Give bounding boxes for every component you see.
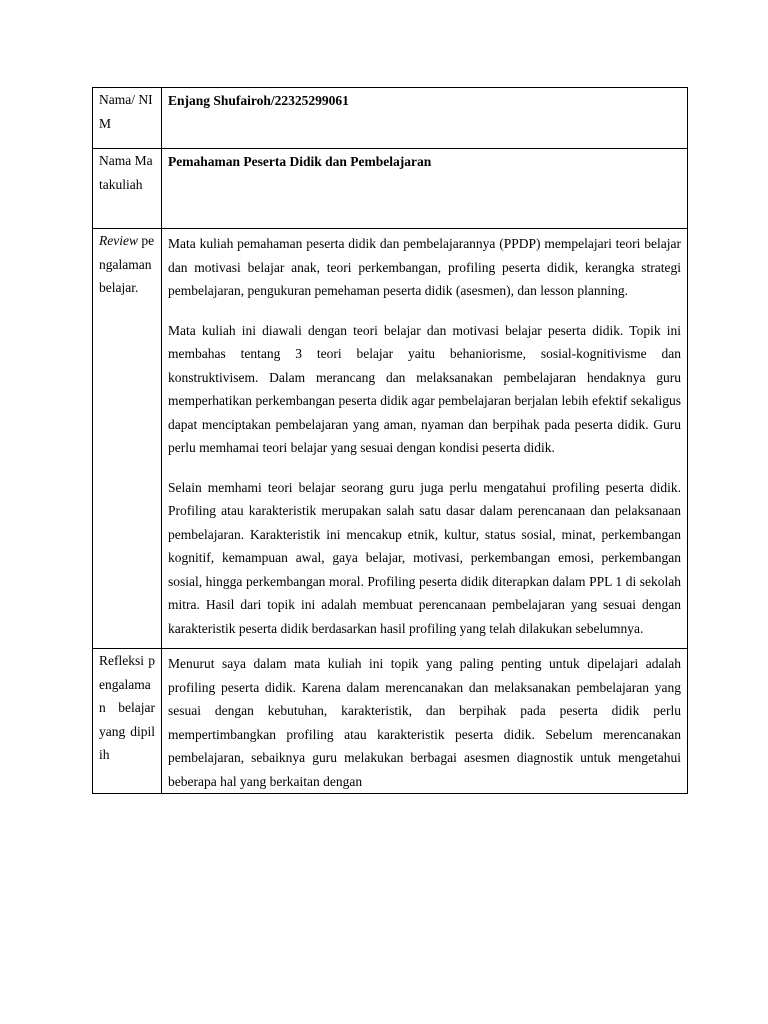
label-cell-nama-nim [93,88,162,149]
value-cell-matakuliah [162,149,688,229]
table-row-matakuliah [93,149,688,229]
student-name-nim: Enjang Shufairoh/22325299061 [168,93,349,108]
label-cell-review [93,229,162,649]
label-cell-matakuliah [93,149,162,229]
reflection-table [92,87,688,794]
review-paragraph-1: Mata kuliah pemahaman peserta didik dan pembelajarannya (PPDP) mempelajari teori belajar dan motivasi belajar anak, teori perkembangan, profiling peserta didik, kerangka strategi pembelajaran, pengukuran pemehaman peserta didik (asesmen), dan lesson planning. [168,236,681,298]
table-row-nama-nim [93,88,688,149]
label-nama-nim: Nama/ NIM [99,92,153,131]
course-name: Pemahaman Peserta Didik dan Pembelajaran [168,154,432,169]
label-nama-matakuliah: Nama Matakuliah [99,153,153,192]
content-cell-refleksi [162,649,688,794]
label-review [99,229,155,300]
review-paragraph-3: Selain memhami teori belajar seorang guru juga perlu mengatahui profiling peserta didik. Profiling atau karakteristik merupakan salah satu dasar dalam perencanaan dan pelaksanaan pembelajaran. Karakteristik ini mencakup etnik, kultur, status sosial, minat, perkembangan kognitif, kemampuan awal, gaya belajar, motivasi, perkembangan emosi, perkembangan sosial, hingga perkembangan moral. Profiling peserta didik diterapkan dalam PPL 1 di sekolah mitra. Hasil dari topik ini adalah membuat perencanaan pembelajaran yang sesuai dengan karakteristik peserta didik berdasarkan hasil profiling yang telah dilakukan sebelumnya. [168,479,681,636]
label-refleksi: Refleksi pengalaman belajar yang dipilih [99,653,155,762]
refleksi-paragraph-1: Menurut saya dalam mata kuliah ini topik yang paling penting untuk dipelajari adalah profiling peserta didik. Karena dalam merencanakan dan melaksanakan pembelajaran yang sesuai dengan kebutuhan, karakteristik, dan berpihak pada peserta didik perlu mempertimbangkan profiling atau karakteristik peserta didik. Sebelum merencanakan pembelajaran, sebaiknya guru melakukan berbagai asesmen diagnostik untuk mengetahui beberapa hal yang berkaitan dengan [168,656,681,789]
table-row-refleksi [93,649,688,794]
value-cell-nama-nim [162,88,688,149]
table-row-review [93,229,688,649]
review-paragraph-2: Mata kuliah ini diawali dengan teori belajar dan motivasi belajar peserta didik. Topik ini membahas tentang 3 teori belajar yaitu behaniorisme, sosial-kognitivisme dan konstruktivisem. Dalam merancang dan melaksanakan pembelajaran hendaknya guru memperhatikan perkembangan peserta didik agar pembelajaran berjalan lebih efektif sekaligus dapat menciptakan pembelajaran yang aman, nyaman dan berpihak pada peserta didik. Guru perlu memhamai teori belajar yang sesuai dengan kondisi peserta didik. [168,322,681,455]
label-cell-refleksi [93,649,162,794]
label-review-rest: pengalaman belajar. [99,233,155,295]
label-review-italic: Review [99,233,138,248]
content-cell-review [162,229,688,649]
